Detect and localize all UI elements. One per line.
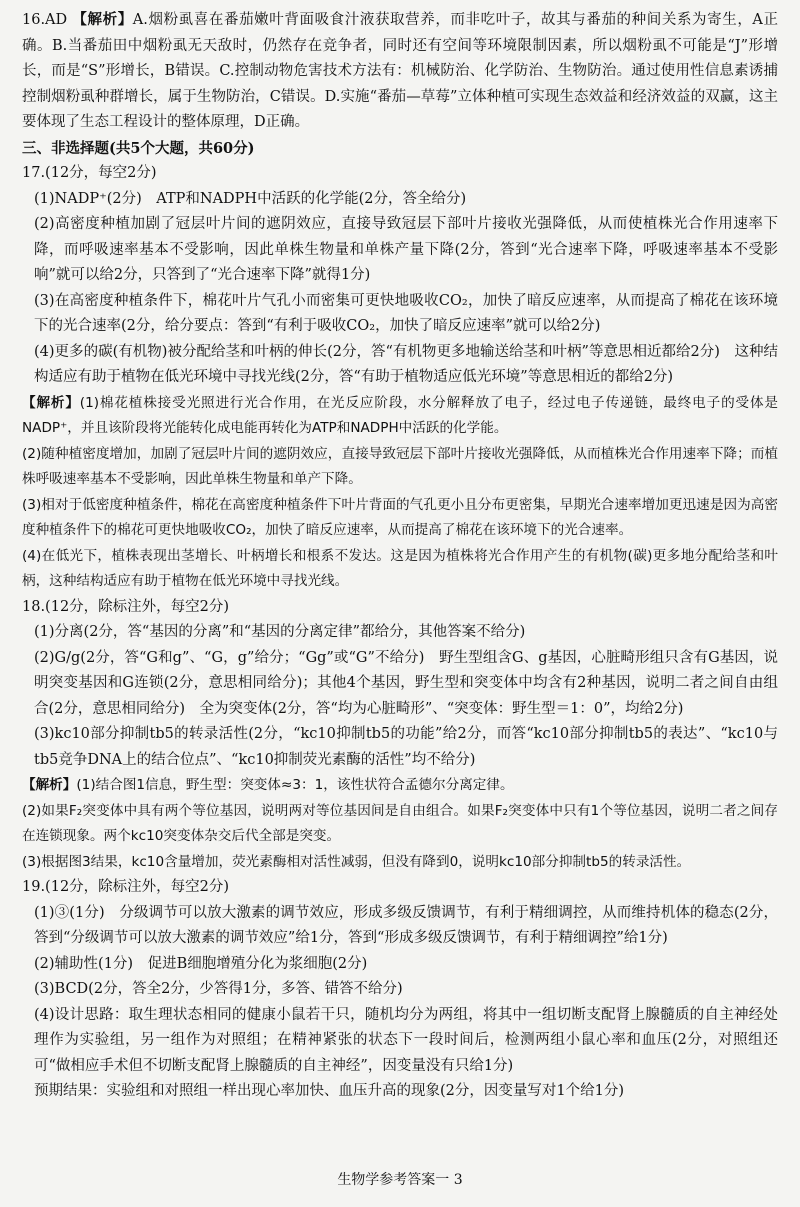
q17-explanation-4: (4)在低光下，植株表现出茎增长、叶柄增长和根系不发达。这是因为植株将光合作用产生的有机物(碳)更多地分配给茎和叶柄，这种结构适应有助于植物在低光环境中寻找光线。: [22, 547, 778, 589]
q16-analysis-text: A.烟粉虱喜在番茄嫩叶背面吸食汁液获取营养，而非吃叶子，故其与番茄的种间关系为寄生，A正确。B.当番茄田中烟粉虱无天敌时，仍然存在竞争者，同时还有空间等环境限制因素，所以烟粉虱不可能是“J”形增长，而是“S”形增长，B错误。C.控制动物危害技术方法有：机械防治、化学防治、生物防治。通过使用性信息素诱捕控制烟粉虱种群增长，属于生物防治，C错误。D.实施“番茄—草莓”立体种植可实现生态效益和经济效益的双赢，这主要体现了生态工程设计的整体原理，D正确。: [22, 12, 779, 130]
page-footer: 生物学参考答案一 3: [337, 1172, 463, 1188]
q17-heading: 17.(12分，每空2分): [22, 165, 157, 181]
q16-answer: [22, 8, 778, 136]
q17-explanation-1: 【解析】(1)棉花植株接受光照进行光合作用，在光反应阶段，水分解释放了电子，经过电子传递链，最终电子的受体是NADP⁺，并且该阶段将光能转化成电能再转化为ATP和NADPH中活跃的化学能。: [22, 394, 779, 436]
q19-answer-2: (2)辅助性(1分) 促进B细胞增殖分化为浆细胞(2分): [34, 955, 368, 972]
q18-analysis-label: 【解析】: [22, 777, 77, 793]
q17-answer-3: (3)在高密度种植条件下，棉花叶片气孔小而密集可更快地吸收CO₂，加快了暗反应速率，从而提高了棉花在该环境下的光合速率(2分，给分要点：答到“有利于吸收CO₂，加快了暗反应速率”就可以给2分): [34, 292, 778, 334]
q19-answer-4: (4)设计思路：取生理状态相同的健康小鼠若干只，随机均分为两组，将其中一组切断支配肾上腺髓质的自主神经处理作为实验组，另一组作为对照组；在精神紧张的状态下一段时间后，检测两组小鼠心率和血压(2分，对照组还可“做相应手术但不切断支配肾上腺髓质的自主神经”，因变量没有只给1分): [34, 1006, 778, 1074]
q17-analysis-label: 【解析】: [22, 394, 80, 411]
q17-answer-1: (1)NADP⁺(2分) ATP和NADPH中活跃的化学能(2分，答全给分): [34, 190, 467, 207]
q18-answer-1: (1)分离(2分，答“基因的分离”和“基因的分离定律”都给分，其他答案不给分): [34, 624, 526, 640]
q18-answer-2: (2)G/g(2分，答“G和g”、“G，g”给分；“Gg”或“G”不给分) 野生型组含G、g基因，心脏畸形组只含有G基因，说明突变基因和G连锁(2分，意思相同给分)；其他4个基因，野生型和突变体中均含有2种基因，说明二者之间自由组合(2分，意思相同给分) 全为突变体(2分，答“均为心脏畸形”、“突变体：野生型＝1：0”，均给2分): [34, 649, 778, 717]
q17-answer-2: (2)高密度种植加剧了冠层叶片间的遮阴效应，直接导致冠层下部叶片接收光强降低，从而使植株光合作用速率下降，而呼吸速率基本不受影响，因此单株生物量和单株产量下降(2分，答到“光合速率下降，呼吸速率基本不受影响”就可以给2分，只答到了“光合速率下降”就得1分): [34, 216, 778, 283]
q17-answer-4: (4)更多的碳(有机物)被分配给茎和叶柄的伸长(2分，答“有机物更多地输送给茎和叶柄”等意思相近都给2分) 这种结构适应有助于植物在低光环境中寻找光线(2分，答“有助于植物适应低光环境”等意思相近的都给2分): [34, 343, 778, 385]
q18-answer-3: (3)kc10部分抑制tb5的转录活性(2分，“kc10抑制tb5的功能”给2分，而答“kc10部分抑制tb5的表达”、“kc10与tb5竞争DNA上的结合位点”、“kc10抑制荧光素酶的活性”均不给分): [34, 726, 778, 768]
section-heading: 三、非选择题(共5个大题，共60分): [22, 139, 255, 157]
q18-explanation-1: 【解析】(1)结合图1信息，野生型：突变体≈3：1，该性状符合孟德尔分离定律。: [22, 777, 514, 793]
q19-answer-1: (1)③(1分) 分级调节可以放大激素的调节效应，形成多级反馈调节，有利于精细调控，从而维持机体的稳态(2分，答到“分级调节可以放大激素的调节效应”给1分，答到“形成多级反馈调节，有利于精细调控”给1分): [34, 904, 778, 946]
q19-answer-3: (3)BCD(2分，答全2分，少答得1分，多答、错答不给分): [34, 981, 403, 997]
q18-explanation-2: (2)如果F₂突变体中具有两个等位基因，说明两对等位基因间是自由组合。如果F₂突变体中只有1个等位基因，说明二者之间存在连锁现象。两个kc10突变体杂交后代全部是突变。: [22, 802, 778, 844]
q18-heading: 18.(12分，除标注外，每空2分): [22, 598, 230, 615]
q19-expected-result: 预期结果：实验组和对照组一样出现心率加快、血压升高的现象(2分，因变量写对1个给1分): [34, 1083, 624, 1099]
q18-explanation-3: (3)根据图3结果，kc10含量增加，荧光素酶相对活性减弱，但没有降到0，说明kc10部分抑制tb5的转录活性。: [22, 853, 691, 870]
q19-heading: 19.(12分，除标注外，每空2分): [22, 879, 230, 895]
q17-explanation-3: (3)相对于低密度种植条件，棉花在高密度种植条件下叶片背面的气孔更小且分布更密集，早期光合速率增加更迅速是因为高密度种植条件下的棉花可更快地吸收CO₂，加快了暗反应速率，从而提高了棉花在该环境下的光合速率。: [22, 496, 778, 538]
q16-analysis-label: 【解析】: [72, 12, 133, 28]
q17-explanation-2: (2)随种植密度增加，加剧了冠层叶片间的遮阴效应，直接导致冠层下部叶片接收光强降低，从而植株光合作用速率下降；而植株呼吸速率基本不受影响，因此单株生物量和单产下降。: [22, 445, 778, 487]
q16-number: 16.AD: [22, 12, 68, 28]
